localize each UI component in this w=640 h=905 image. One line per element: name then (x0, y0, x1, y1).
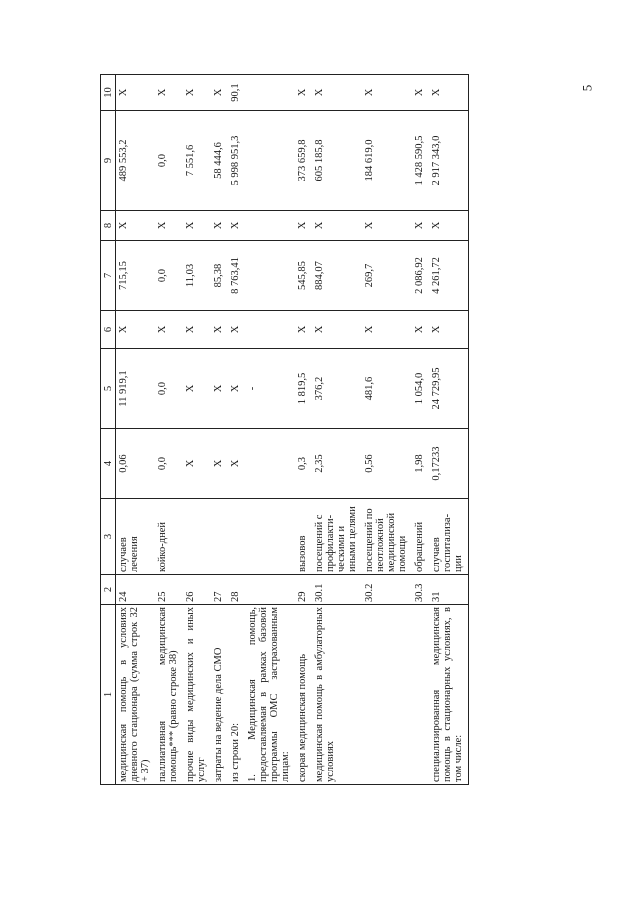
page-number: 5 (579, 84, 595, 92)
table-row (429, 75, 469, 785)
row-c10: X (295, 75, 312, 111)
row-c8: X (228, 211, 245, 241)
row-c7: 4 261,72 (429, 241, 469, 311)
row-c4: 0,0 (155, 429, 183, 499)
col-header-3: 3 (101, 499, 116, 575)
row-c4: 0,06 (116, 429, 156, 499)
row-unit: обращений (412, 499, 429, 575)
row-unit: койко-дней (155, 499, 183, 575)
row-c8: X (362, 211, 412, 241)
row-name: из строки 20: (228, 605, 245, 785)
row-c10: X (116, 75, 156, 111)
col-header-9: 9 (101, 111, 116, 211)
row-c10: 90,1 (228, 75, 245, 111)
row-c8 (245, 211, 295, 241)
row-c6 (245, 311, 295, 349)
table-row (211, 75, 228, 785)
row-c6: X (211, 311, 228, 349)
row-c5: 481,6 (362, 349, 412, 429)
row-unit: посещений по неотложной медицинской помощи (362, 499, 412, 575)
row-c9: 605 185,8 (312, 111, 362, 211)
row-c4: 0,3 (295, 429, 312, 499)
row-unit (183, 499, 211, 575)
row-c10: X (429, 75, 469, 111)
row-c9: 373 659,8 (295, 111, 312, 211)
row-line: 30.3 (412, 575, 429, 605)
row-c10: X (412, 75, 429, 111)
row-c6: X (183, 311, 211, 349)
row-c8: X (412, 211, 429, 241)
row-c4: X (228, 429, 245, 499)
row-c7: 11,03 (183, 241, 211, 311)
row-c9: 1 428 590,5 (412, 111, 429, 211)
row-name: 1. Медицинская помощь, предоставляемая в рамках базовой программы ОМС застрахованным лицам: (245, 605, 295, 785)
row-c9: 0,0 (155, 111, 183, 211)
row-c6: X (312, 311, 362, 349)
row-c6: X (412, 311, 429, 349)
row-c5: 11 919,1 (116, 349, 156, 429)
row-c5: X (228, 349, 245, 429)
row-name: медицинская помощь в условиях дневного стационара (сумма строк 32 + 37) (116, 605, 156, 785)
row-c9: 7 551,6 (183, 111, 211, 211)
row-c10: X (155, 75, 183, 111)
row-c4 (245, 429, 295, 499)
row-name: прочие виды медицинских и иных услуг (183, 605, 211, 785)
row-line: 27 (211, 575, 228, 605)
table-row (155, 75, 183, 785)
row-c8: X (312, 211, 362, 241)
row-c6: X (362, 311, 412, 349)
row-c4: 1,98 (412, 429, 429, 499)
row-c9: 184 619,0 (362, 111, 412, 211)
col-header-2: 2 (101, 575, 116, 605)
col-header-5: 5 (101, 349, 116, 429)
row-c5: 376,2 (312, 349, 362, 429)
row-c6: X (295, 311, 312, 349)
row-unit: вызовов (295, 499, 312, 575)
col-header-1: 1 (101, 605, 116, 785)
table-row (295, 75, 312, 785)
row-line: 26 (183, 575, 211, 605)
col-header-6: 6 (101, 311, 116, 349)
row-c6: X (116, 311, 156, 349)
row-line: 28 (228, 575, 245, 605)
row-c10 (245, 75, 295, 111)
row-c9 (245, 111, 295, 211)
row-c7: 884,07 (312, 241, 362, 311)
row-c8: X (183, 211, 211, 241)
row-unit: случаев лечения (116, 499, 156, 575)
row-c7: 8 763,41 (228, 241, 245, 311)
row-line: 30.1 (312, 575, 362, 605)
table-row (312, 75, 362, 785)
row-c4: X (183, 429, 211, 499)
table-row (412, 75, 429, 785)
row-c10: X (211, 75, 228, 111)
header-row (101, 75, 116, 785)
row-c7: 545,85 (295, 241, 312, 311)
col-header-4: 4 (101, 429, 116, 499)
row-name: специализированная медицинская помощь в стационарных условиях, в том числе: (429, 605, 469, 785)
row-c8: X (116, 211, 156, 241)
row-c9: 2 917 343,0 (429, 111, 469, 211)
row-c10: X (362, 75, 412, 111)
row-name: затраты на ведение дела СМО (211, 605, 228, 785)
row-c7: 0,0 (155, 241, 183, 311)
table-row (183, 75, 211, 785)
col-header-7: 7 (101, 241, 116, 311)
row-c6: X (155, 311, 183, 349)
row-name (362, 605, 412, 785)
row-c4: 2,35 (312, 429, 362, 499)
row-c10: X (183, 75, 211, 111)
rotated-table-sheet (100, 75, 518, 785)
row-c5: X (183, 349, 211, 429)
row-c8: X (295, 211, 312, 241)
row-c5: 1 054,0 (412, 349, 429, 429)
row-line (245, 575, 295, 605)
expenditure-table (100, 74, 469, 785)
row-c5: - (245, 349, 295, 429)
row-line: 24 (116, 575, 156, 605)
row-c6: X (429, 311, 469, 349)
table-row (228, 75, 245, 785)
row-unit (211, 499, 228, 575)
row-c5: 1 819,5 (295, 349, 312, 429)
row-c5: X (211, 349, 228, 429)
row-c5: 24 729,95 (429, 349, 469, 429)
row-c10: X (312, 75, 362, 111)
row-c5: 0,0 (155, 349, 183, 429)
col-header-8: 8 (101, 211, 116, 241)
row-c9: 489 553,2 (116, 111, 156, 211)
row-unit: посещений с профилакти-ческими и иными целями (312, 499, 362, 575)
row-c7: 85,38 (211, 241, 228, 311)
row-line: 31 (429, 575, 469, 605)
row-c4: 0,17233 (429, 429, 469, 499)
row-c7 (245, 241, 295, 311)
row-line: 30.2 (362, 575, 412, 605)
row-c9: 5 998 951,3 (228, 111, 245, 211)
row-c8: X (155, 211, 183, 241)
col-header-10: 10 (101, 75, 116, 111)
row-c8: X (211, 211, 228, 241)
row-c4: 0,56 (362, 429, 412, 499)
row-line: 29 (295, 575, 312, 605)
row-c7: 2 086,92 (412, 241, 429, 311)
row-line: 25 (155, 575, 183, 605)
row-name: медицинская помощь в амбулаторных условиях (312, 605, 362, 785)
row-unit (245, 499, 295, 575)
row-name: скорая медицинская помощь (295, 605, 312, 785)
row-c7: 715,15 (116, 241, 156, 311)
row-c9: 58 444,6 (211, 111, 228, 211)
row-c4: X (211, 429, 228, 499)
table-row (362, 75, 412, 785)
row-name (412, 605, 429, 785)
row-c8: X (429, 211, 469, 241)
row-c7: 269,7 (362, 241, 412, 311)
row-name: паллиативная медицинская помощь*** (равно строке 38) (155, 605, 183, 785)
row-c6: X (228, 311, 245, 349)
table-row (116, 75, 156, 785)
table-row (245, 75, 295, 785)
row-unit (228, 499, 245, 575)
row-unit: случаев госпитализа-ции (429, 499, 469, 575)
